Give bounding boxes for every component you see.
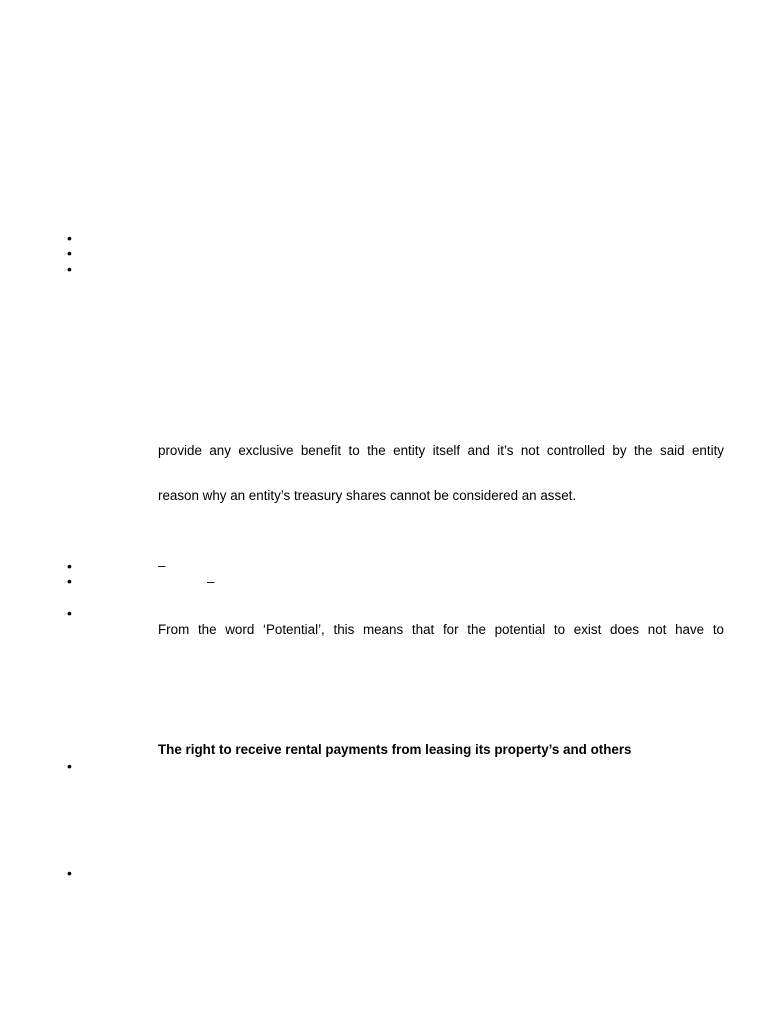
list-bullet — [67, 866, 75, 880]
list-bullet — [67, 231, 75, 245]
dash-separator: – — [207, 574, 215, 589]
body-text-line: reason why an entity’s treasury shares cannot be considered an asset. — [158, 488, 577, 503]
section-heading: The right to receive rental payments from leasing its property’s and others — [158, 742, 632, 757]
dash-separator: – — [158, 558, 166, 573]
body-text-line: From the word ‘Potential’, this means that for the potential to exist does not have to — [158, 622, 724, 637]
list-bullet — [67, 246, 75, 260]
list-bullet — [67, 606, 75, 620]
list-bullet — [67, 559, 75, 573]
list-bullet — [67, 574, 75, 588]
body-text-line: provide any exclusive benefit to the entity itself and it’s not controlled by the said entity — [158, 443, 724, 458]
list-bullet — [67, 262, 75, 276]
list-bullet — [67, 759, 75, 773]
